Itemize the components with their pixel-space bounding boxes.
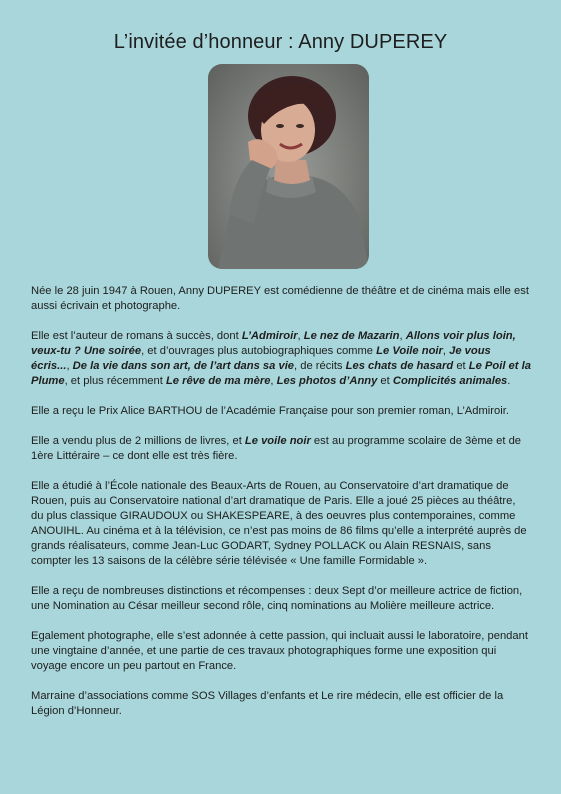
bio-paragraph-books: Elle est l’auteur de romans à succès, dont L’Admiroir, Le nez de Mazarin, Allons voir plus loin, veux-tu ? Une soirée, et d’ouvrages plus autobiographiques comme Le Voile noir, Je vous écris..., De la vie dans son art, de l’art dans sa vie, de récits Les chats de hasard et Le Poil et la Plume, et plus récemment Le rêve de ma mère, Les photos d’Anny et Complicités animales. [31, 330, 531, 387]
bio-paragraph-awards: Elle a reçu de nombreuses distinctions et récompenses : deux Sept d’or meilleure actrice de fiction, une Nomination au César meilleur second rôle, cinq nominations au Molière meilleure actrice. [31, 585, 523, 612]
bio-paragraph-prize: Elle a reçu le Prix Alice BARTHOU de l’Académie Française pour son premier roman, L’Admiroir. [31, 405, 509, 417]
bio-paragraph-associations: Marraine d’associations comme SOS Villages d’enfants et Le rire médecin, elle est officier de la Légion d’Honneur. [31, 690, 504, 717]
biography-text [31, 284, 531, 734]
bio-paragraph-career: Elle a étudié à l’École nationale des Beaux-Arts de Rouen, au Conservatoire d’art dramatique de Rouen, puis au Conservatoire national d’art dramatique de Paris. Elle a joué 25 pièces au théâtre, du plus classique GIRAUDOUX ou SHAKESPEARE, à des oeuvres plus contemporaines, comme ANOUIHL. Au cinéma et à la télévision, ce n’est pas moins de 86 films qu’elle a interprété auprès de grands réalisateurs, comme Jean-Luc GODART, Sydney POLLACK ou Alain RESNAIS, sans compter les 13 saisons de la célèbre série télévisée « Une famille Formidable ». [31, 480, 527, 567]
page-title: L’invitée d’honneur : Anny DUPEREY [113, 31, 448, 53]
portrait-illustration [208, 64, 369, 269]
bio-paragraph-photography: Egalement photographe, elle s’est adonnée à cette passion, qui incluait aussi le laboratoire, pendant une vingtaine d’année, et une partie de ces travaux photographiques forme une exposition qui voyage encore un peu partout en France. [31, 630, 528, 672]
bio-paragraph-sales: Elle a vendu plus de 2 millions de livres, et Le voile noir est au programme scolaire de 3ème et de 1ère Littéraire – ce dont elle est très fière. [31, 435, 522, 462]
portrait-photo [208, 64, 369, 269]
bio-paragraph-birth: Née le 28 juin 1947 à Rouen, Anny DUPEREY est comédienne de théâtre et de cinéma mais elle est aussi écrivain et photographe. [31, 285, 529, 312]
